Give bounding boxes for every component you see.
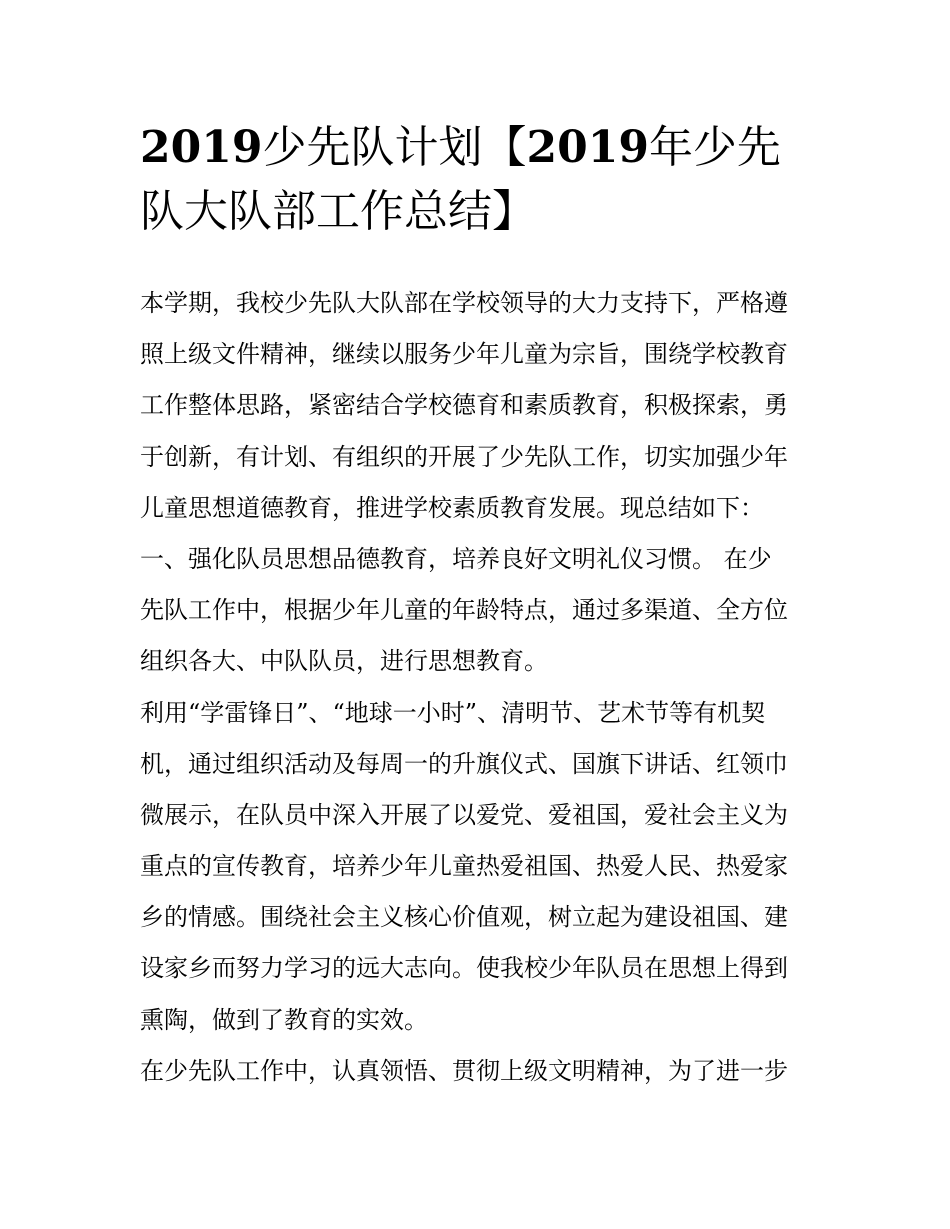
body-line: 工作整体思路，紧密结合学校德育和素质教育，积极探索，勇	[140, 391, 788, 420]
body-line: 儿童思想道德教育，推进学校素质教育发展。现总结如下：	[140, 493, 764, 522]
body-line: 重点的宣传教育，培养少年儿童热爱祖国、热爱人民、热爱家	[140, 852, 788, 881]
body-line: 设家乡而努力学习的远大志向。使我校少年队员在思想上得到	[140, 954, 788, 983]
body-line: 本学期，我校少先队大队部在学校领导的大力支持下，严格遵	[140, 289, 788, 317]
title-year-2: 2019	[526, 122, 649, 173]
body-line: 于创新，有计划、有组织的开展了少先队工作，切实加强少年	[140, 442, 788, 471]
body-line: 照上级文件精神，继续以服务少年儿童为宗旨，围绕学校教育	[140, 340, 788, 369]
document-body	[140, 278, 820, 1097]
body-line: 利用“学雷锋日”、“地球一小时”、清明节、艺术节等有机契	[140, 698, 766, 727]
title-line-2: 队大队部工作总结】	[140, 186, 536, 237]
document-title	[140, 116, 820, 244]
body-line: 一、强化队员思想品德教育，培养良好文明礼仪习惯。 在少	[140, 544, 772, 573]
body-line: 乡的情感。围绕社会主义核心价值观，树立起为建设祖国、建	[140, 903, 788, 932]
body-line: 微展示，在队员中深入开展了以爱党、爱祖国，爱社会主义为	[140, 800, 788, 829]
title-text-2: 年少先	[648, 122, 781, 173]
title-text-1: 少先队计划【	[262, 122, 527, 173]
title-year-1: 2019	[140, 122, 263, 173]
title-line-1	[140, 116, 820, 180]
body-line: 先队工作中，根据少年儿童的年龄特点，通过多渠道、全方位	[140, 596, 788, 625]
body-line: 在少先队工作中，认真领悟、贯彻上级文明精神，为了进一步	[140, 1056, 788, 1085]
body-line: 机，通过组织活动及每周一的升旗仪式、国旗下讲话、红领巾	[140, 749, 788, 778]
body-line: 熏陶，做到了教育的实效。	[140, 1005, 428, 1034]
body-line: 组织各大、中队队员，进行思想教育。	[140, 647, 548, 676]
